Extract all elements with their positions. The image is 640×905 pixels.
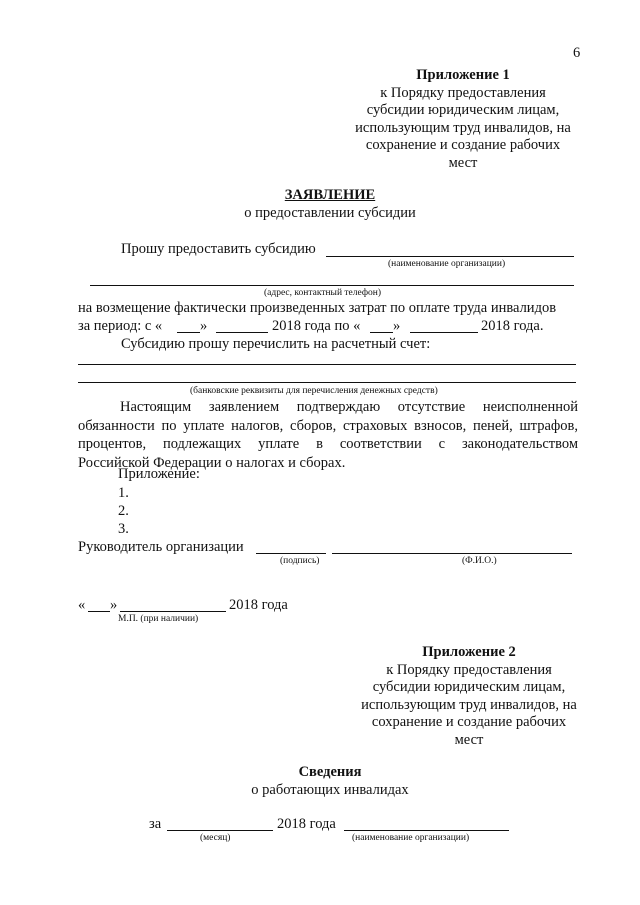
period-quote: » bbox=[200, 318, 208, 334]
appendix-1-line: к Порядку предоставления bbox=[380, 84, 546, 101]
attachment-label: Приложение: bbox=[118, 466, 200, 482]
fio-caption: (Ф.И.О.) bbox=[462, 556, 497, 566]
stamp-caption: М.П. (при наличии) bbox=[118, 614, 199, 624]
bank-details-field-2[interactable] bbox=[78, 382, 576, 383]
statement-subtitle: о предоставлении субсидии bbox=[244, 205, 416, 221]
attachment-item: 2. bbox=[118, 503, 129, 519]
page-number: 6 bbox=[573, 45, 581, 61]
bank-details-field-1[interactable] bbox=[78, 364, 576, 365]
attachment-item: 3. bbox=[118, 521, 129, 537]
period-start-month-field[interactable] bbox=[216, 332, 268, 333]
appendix-2-line: сохранение и создание рабочих bbox=[371, 714, 567, 730]
date-open-quote: « bbox=[78, 597, 86, 613]
address-field[interactable] bbox=[90, 285, 574, 286]
period-year2: 2018 года. bbox=[481, 318, 544, 334]
confirmation-line: процентов, подлежащих уплате в соответствии с законодательством bbox=[78, 436, 578, 452]
appendix-2-line: мест bbox=[454, 731, 484, 748]
appendix-1-line: использующим труд инвалидов, на bbox=[355, 119, 571, 136]
appendix-2-header bbox=[344, 644, 594, 749]
info-month-caption: (месяц) bbox=[200, 833, 231, 843]
signature-field[interactable] bbox=[256, 553, 326, 554]
period-end-month-field[interactable] bbox=[410, 332, 478, 333]
confirmation-line: обязанности по уплате налогов, сборов, страховых взносов, пеней, штрафов, bbox=[78, 417, 578, 434]
period-start-day-field[interactable] bbox=[177, 332, 200, 333]
period-year1: 2018 года по « bbox=[272, 318, 361, 334]
request-label: Прошу предоставить субсидию bbox=[121, 241, 316, 257]
account-line: Субсидию прошу перечислить на расчетный счет: bbox=[121, 336, 431, 352]
bank-caption: (банковские реквизиты для перечисления денежных средств) bbox=[190, 386, 438, 396]
appendix-1-line: мест bbox=[448, 154, 478, 171]
head-label: Руководитель организации bbox=[78, 539, 244, 555]
org-name-caption: (наименование организации) bbox=[388, 259, 506, 269]
appendix-1-header bbox=[338, 67, 588, 172]
appendix-2-line: к Порядку предоставления bbox=[386, 661, 552, 678]
fio-field[interactable] bbox=[332, 553, 572, 554]
confirmation-line: Российской Федерации о налогах и сборах. bbox=[78, 454, 346, 471]
info-org-caption: (наименование организации) bbox=[352, 833, 470, 843]
info-for-label: за bbox=[149, 816, 162, 832]
info-title: Сведения bbox=[298, 764, 362, 780]
address-caption: (адрес, контактный телефон) bbox=[264, 288, 381, 298]
date-month-field[interactable] bbox=[120, 611, 226, 612]
appendix-1-line: субсидии юридическим лицам, bbox=[366, 102, 560, 118]
appendix-2-title: Приложение 2 bbox=[422, 644, 516, 660]
appendix-2-line: использующим труд инвалидов, на bbox=[361, 696, 577, 713]
statement-title: ЗАЯВЛЕНИЕ bbox=[284, 187, 376, 203]
info-org-field[interactable] bbox=[344, 830, 509, 831]
info-month-field[interactable] bbox=[167, 830, 273, 831]
period-quote: » bbox=[393, 318, 401, 334]
info-year: 2018 года bbox=[277, 816, 336, 832]
appendix-2-line: субсидии юридическим лицам, bbox=[372, 679, 566, 695]
compensation-line: на возмещение фактически произведенных затрат по оплате труда инвалидов bbox=[78, 300, 557, 316]
appendix-1-title: Приложение 1 bbox=[416, 67, 510, 83]
date-year: 2018 года bbox=[229, 597, 288, 613]
period-prefix: за период: с « bbox=[78, 318, 163, 334]
confirmation-line: Настоящим заявлением подтверждаю отсутствие неисполненной bbox=[120, 399, 578, 415]
date-close-quote: » bbox=[110, 597, 118, 613]
signature-caption: (подпись) bbox=[280, 556, 320, 566]
date-day-field[interactable] bbox=[88, 611, 110, 612]
attachment-item: 1. bbox=[118, 485, 129, 501]
info-subtitle: о работающих инвалидах bbox=[251, 782, 409, 798]
confirmation-paragraph bbox=[78, 398, 578, 472]
appendix-1-line: сохранение и создание рабочих bbox=[365, 137, 561, 153]
org-name-field[interactable] bbox=[326, 256, 574, 257]
period-end-day-field[interactable] bbox=[370, 332, 393, 333]
